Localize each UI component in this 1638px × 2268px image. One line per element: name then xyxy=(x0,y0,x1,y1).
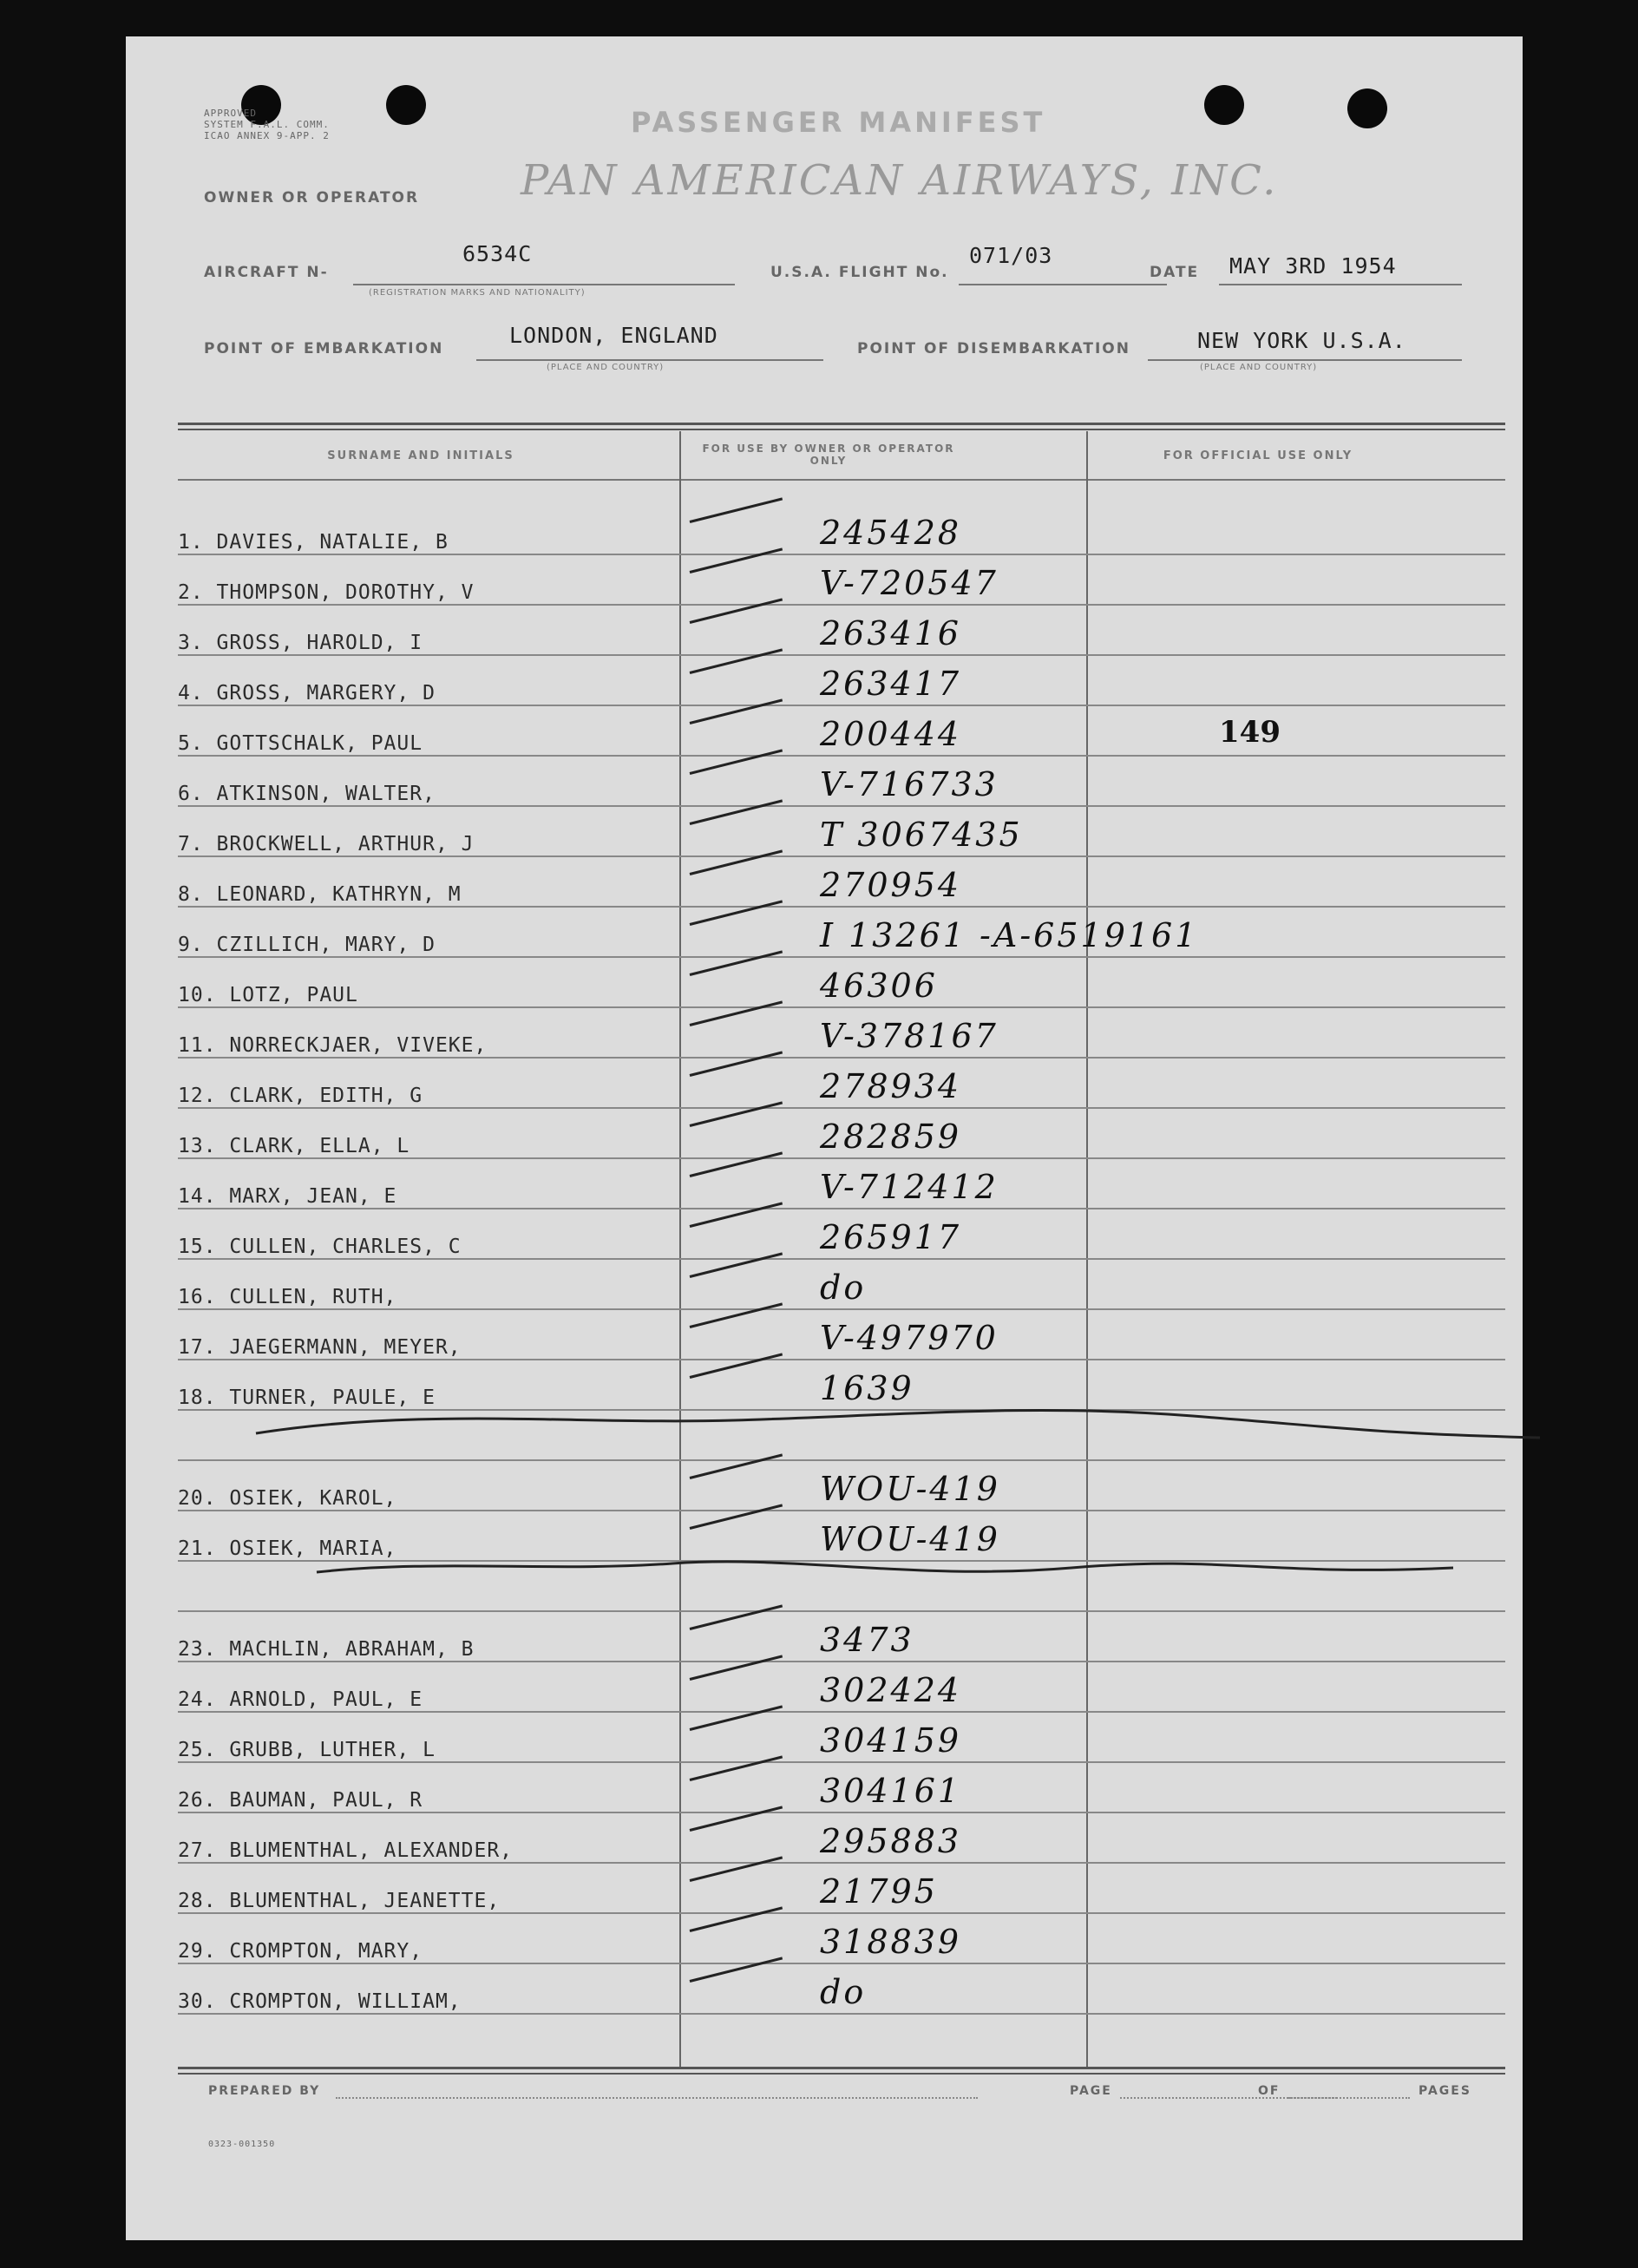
date-underline xyxy=(1219,284,1462,285)
check-mark xyxy=(690,497,783,523)
passenger-name: 17. JAEGERMANN, MEYER, xyxy=(178,1336,462,1359)
passenger-name: 14. MARX, JEAN, E xyxy=(178,1185,397,1208)
disembark-value: NEW YORK U.S.A. xyxy=(1197,328,1406,353)
table-row xyxy=(178,1209,1505,1260)
date-label: DATE xyxy=(1150,264,1200,281)
passenger-name: 8. LEONARD, KATHRYN, M xyxy=(178,883,462,906)
passenger-name: 10. LOTZ, PAUL xyxy=(178,984,358,1006)
form-title: PASSENGER MANIFEST xyxy=(631,106,1046,139)
of-label: OF xyxy=(1258,2084,1281,2098)
passport-number: 263416 xyxy=(820,614,962,652)
table-row xyxy=(178,1612,1505,1662)
table-row xyxy=(178,1914,1505,1964)
operator-name: PAN AMERICAN AIRWAYS, INC. xyxy=(521,156,1279,205)
passport-number: V-720547 xyxy=(820,564,999,602)
passenger-name: 3. GROSS, HAROLD, I xyxy=(178,632,423,654)
table-row xyxy=(178,1964,1505,2015)
prepared-by-label: PREPARED BY xyxy=(208,2084,321,2098)
table-row xyxy=(178,555,1505,606)
table-top-rule xyxy=(178,429,1505,430)
column-header-names: SURNAME AND INITIALS xyxy=(327,449,514,462)
passenger-name: 9. CZILLICH, MARY, D xyxy=(178,934,436,956)
passport-number: 265917 xyxy=(820,1218,962,1256)
passport-number: 3473 xyxy=(820,1621,914,1659)
aircraft-underline xyxy=(353,284,735,285)
header-rule xyxy=(178,479,1505,481)
disembark-label: POINT OF DISEMBARKATION xyxy=(857,340,1130,357)
table-row xyxy=(178,757,1505,807)
passenger-name: 30. CROMPTON, WILLIAM, xyxy=(178,1990,462,2013)
approval-note: APPROVED SYSTEM F.A.L. COMM. ICAO ANNEX 9-APP. 2 xyxy=(204,108,330,141)
passport-number: do xyxy=(820,1973,867,2011)
embark-underline xyxy=(476,359,823,361)
page-label: PAGE xyxy=(1070,2084,1112,2098)
table-bottom-rule xyxy=(178,2067,1505,2069)
passport-number: 295883 xyxy=(820,1822,962,1860)
table-row xyxy=(178,857,1505,908)
passport-number: T 3067435 xyxy=(820,816,1023,854)
table-row xyxy=(178,505,1505,555)
passenger-name: 28. BLUMENTHAL, JEANETTE, xyxy=(178,1890,501,1912)
table-row xyxy=(178,1260,1505,1310)
aircraft-sub: (REGISTRATION MARKS AND NATIONALITY) xyxy=(369,288,586,298)
embark-label: POINT OF EMBARKATION xyxy=(204,340,444,357)
passenger-name: 7. BROCKWELL, ARTHUR, J xyxy=(178,833,475,855)
passport-number: WOU-419 xyxy=(820,1520,1000,1558)
row-rule xyxy=(178,2013,1505,2015)
passport-number: V-716733 xyxy=(820,765,999,803)
flight-underline xyxy=(959,284,1167,285)
passport-number: 304159 xyxy=(820,1721,962,1760)
passenger-name: 21. OSIEK, MARIA, xyxy=(178,1537,397,1560)
embark-sub: (PLACE AND COUNTRY) xyxy=(547,363,665,372)
passport-number: 282859 xyxy=(820,1118,962,1156)
table-row xyxy=(178,1763,1505,1813)
flight-label: U.S.A. FLIGHT No. xyxy=(770,264,949,281)
passenger-name: 2. THOMPSON, DOROTHY, V xyxy=(178,581,475,604)
disembark-underline xyxy=(1148,359,1462,361)
passport-number: 200444 xyxy=(820,715,962,753)
embark-value: LONDON, ENGLAND xyxy=(509,323,718,348)
passenger-name: 16. CULLEN, RUTH, xyxy=(178,1286,397,1308)
passport-number: V-378167 xyxy=(820,1017,999,1055)
table-row xyxy=(178,1461,1505,1511)
passenger-name: 27. BLUMENTHAL, ALEXANDER, xyxy=(178,1839,514,1862)
passenger-name: 20. OSIEK, KAROL, xyxy=(178,1487,397,1510)
passenger-name: 11. NORRECKJAER, VIVEKE, xyxy=(178,1034,488,1057)
date-value: MAY 3RD 1954 xyxy=(1229,253,1397,279)
punch-hole xyxy=(1347,88,1387,128)
passenger-name: 15. CULLEN, CHARLES, C xyxy=(178,1236,462,1258)
column-header-official-use: FOR OFFICIAL USE ONLY xyxy=(1163,449,1353,462)
passport-number: 318839 xyxy=(820,1923,962,1961)
passport-number: WOU-419 xyxy=(820,1470,1000,1508)
table-row xyxy=(178,1109,1505,1159)
pages-label: PAGES xyxy=(1419,2084,1471,2098)
passenger-name: 24. ARNOLD, PAUL, E xyxy=(178,1688,423,1711)
passport-number: 245428 xyxy=(820,514,962,552)
passport-number: I 13261 -A-6519161 xyxy=(820,916,1199,954)
table-row xyxy=(178,1008,1505,1059)
passport-number: 304161 xyxy=(820,1772,962,1810)
table-row xyxy=(178,656,1505,706)
punch-hole xyxy=(1204,85,1244,125)
passenger-name: 5. GOTTSCHALK, PAUL xyxy=(178,732,423,755)
passport-number: 278934 xyxy=(820,1067,962,1105)
passport-number: 270954 xyxy=(820,866,962,904)
passenger-name: 18. TURNER, PAULE, E xyxy=(178,1386,436,1409)
passport-number: 46306 xyxy=(820,967,938,1005)
table-row xyxy=(178,706,1505,757)
form-number: 0323-001350 xyxy=(208,2140,276,2149)
passport-number: V-712412 xyxy=(820,1168,999,1206)
passenger-name: 1. DAVIES, NATALIE, B xyxy=(178,531,449,554)
flight-value: 071/03 xyxy=(969,243,1053,268)
table-row xyxy=(178,1864,1505,1914)
of-line xyxy=(1288,2097,1410,2099)
passport-number: do xyxy=(820,1268,867,1307)
passport-number: V-497970 xyxy=(820,1319,999,1357)
passenger-name: 29. CROMPTON, MARY, xyxy=(178,1940,423,1963)
passenger-name: 12. CLARK, EDITH, G xyxy=(178,1085,423,1107)
table-row xyxy=(178,1813,1505,1864)
table-row xyxy=(178,1713,1505,1763)
table-row xyxy=(178,1310,1505,1360)
skip-line-mark xyxy=(247,1399,1549,1451)
table-row xyxy=(178,1662,1505,1713)
manifest-sheet xyxy=(126,36,1523,2240)
column-header-owner-use: FOR USE BY OWNER OR OPERATOR ONLY xyxy=(702,442,955,467)
disembark-sub: (PLACE AND COUNTRY) xyxy=(1200,363,1318,372)
table-bottom-rule xyxy=(178,2073,1505,2075)
aircraft-label: AIRCRAFT N- xyxy=(204,264,329,281)
prepared-by-line xyxy=(336,2097,978,2099)
passenger-name: 26. BAUMAN, PAUL, R xyxy=(178,1789,423,1812)
passenger-name: 6. ATKINSON, WALTER, xyxy=(178,783,436,805)
passenger-name: 25. GRUBB, LUTHER, L xyxy=(178,1739,436,1761)
passenger-name: 4. GROSS, MARGERY, D xyxy=(178,682,436,705)
passport-number: 263417 xyxy=(820,665,962,703)
aircraft-value: 6534C xyxy=(462,241,533,266)
table-top-rule xyxy=(178,423,1505,425)
passport-number: 302424 xyxy=(820,1671,962,1709)
punch-hole xyxy=(386,85,426,125)
table-row xyxy=(178,958,1505,1008)
official-note: 149 xyxy=(1219,715,1281,750)
skip-line-mark xyxy=(308,1550,1523,1594)
passenger-name: 13. CLARK, ELLA, L xyxy=(178,1135,410,1157)
passport-number: 1639 xyxy=(820,1369,914,1407)
table-row xyxy=(178,1059,1505,1109)
passport-number: 21795 xyxy=(820,1872,938,1911)
table-row xyxy=(178,807,1505,857)
table-row xyxy=(178,1159,1505,1209)
table-row xyxy=(178,908,1505,958)
table-row xyxy=(178,606,1505,656)
passenger-name: 23. MACHLIN, ABRAHAM, B xyxy=(178,1638,475,1661)
owner-label: OWNER OR OPERATOR xyxy=(204,189,420,206)
